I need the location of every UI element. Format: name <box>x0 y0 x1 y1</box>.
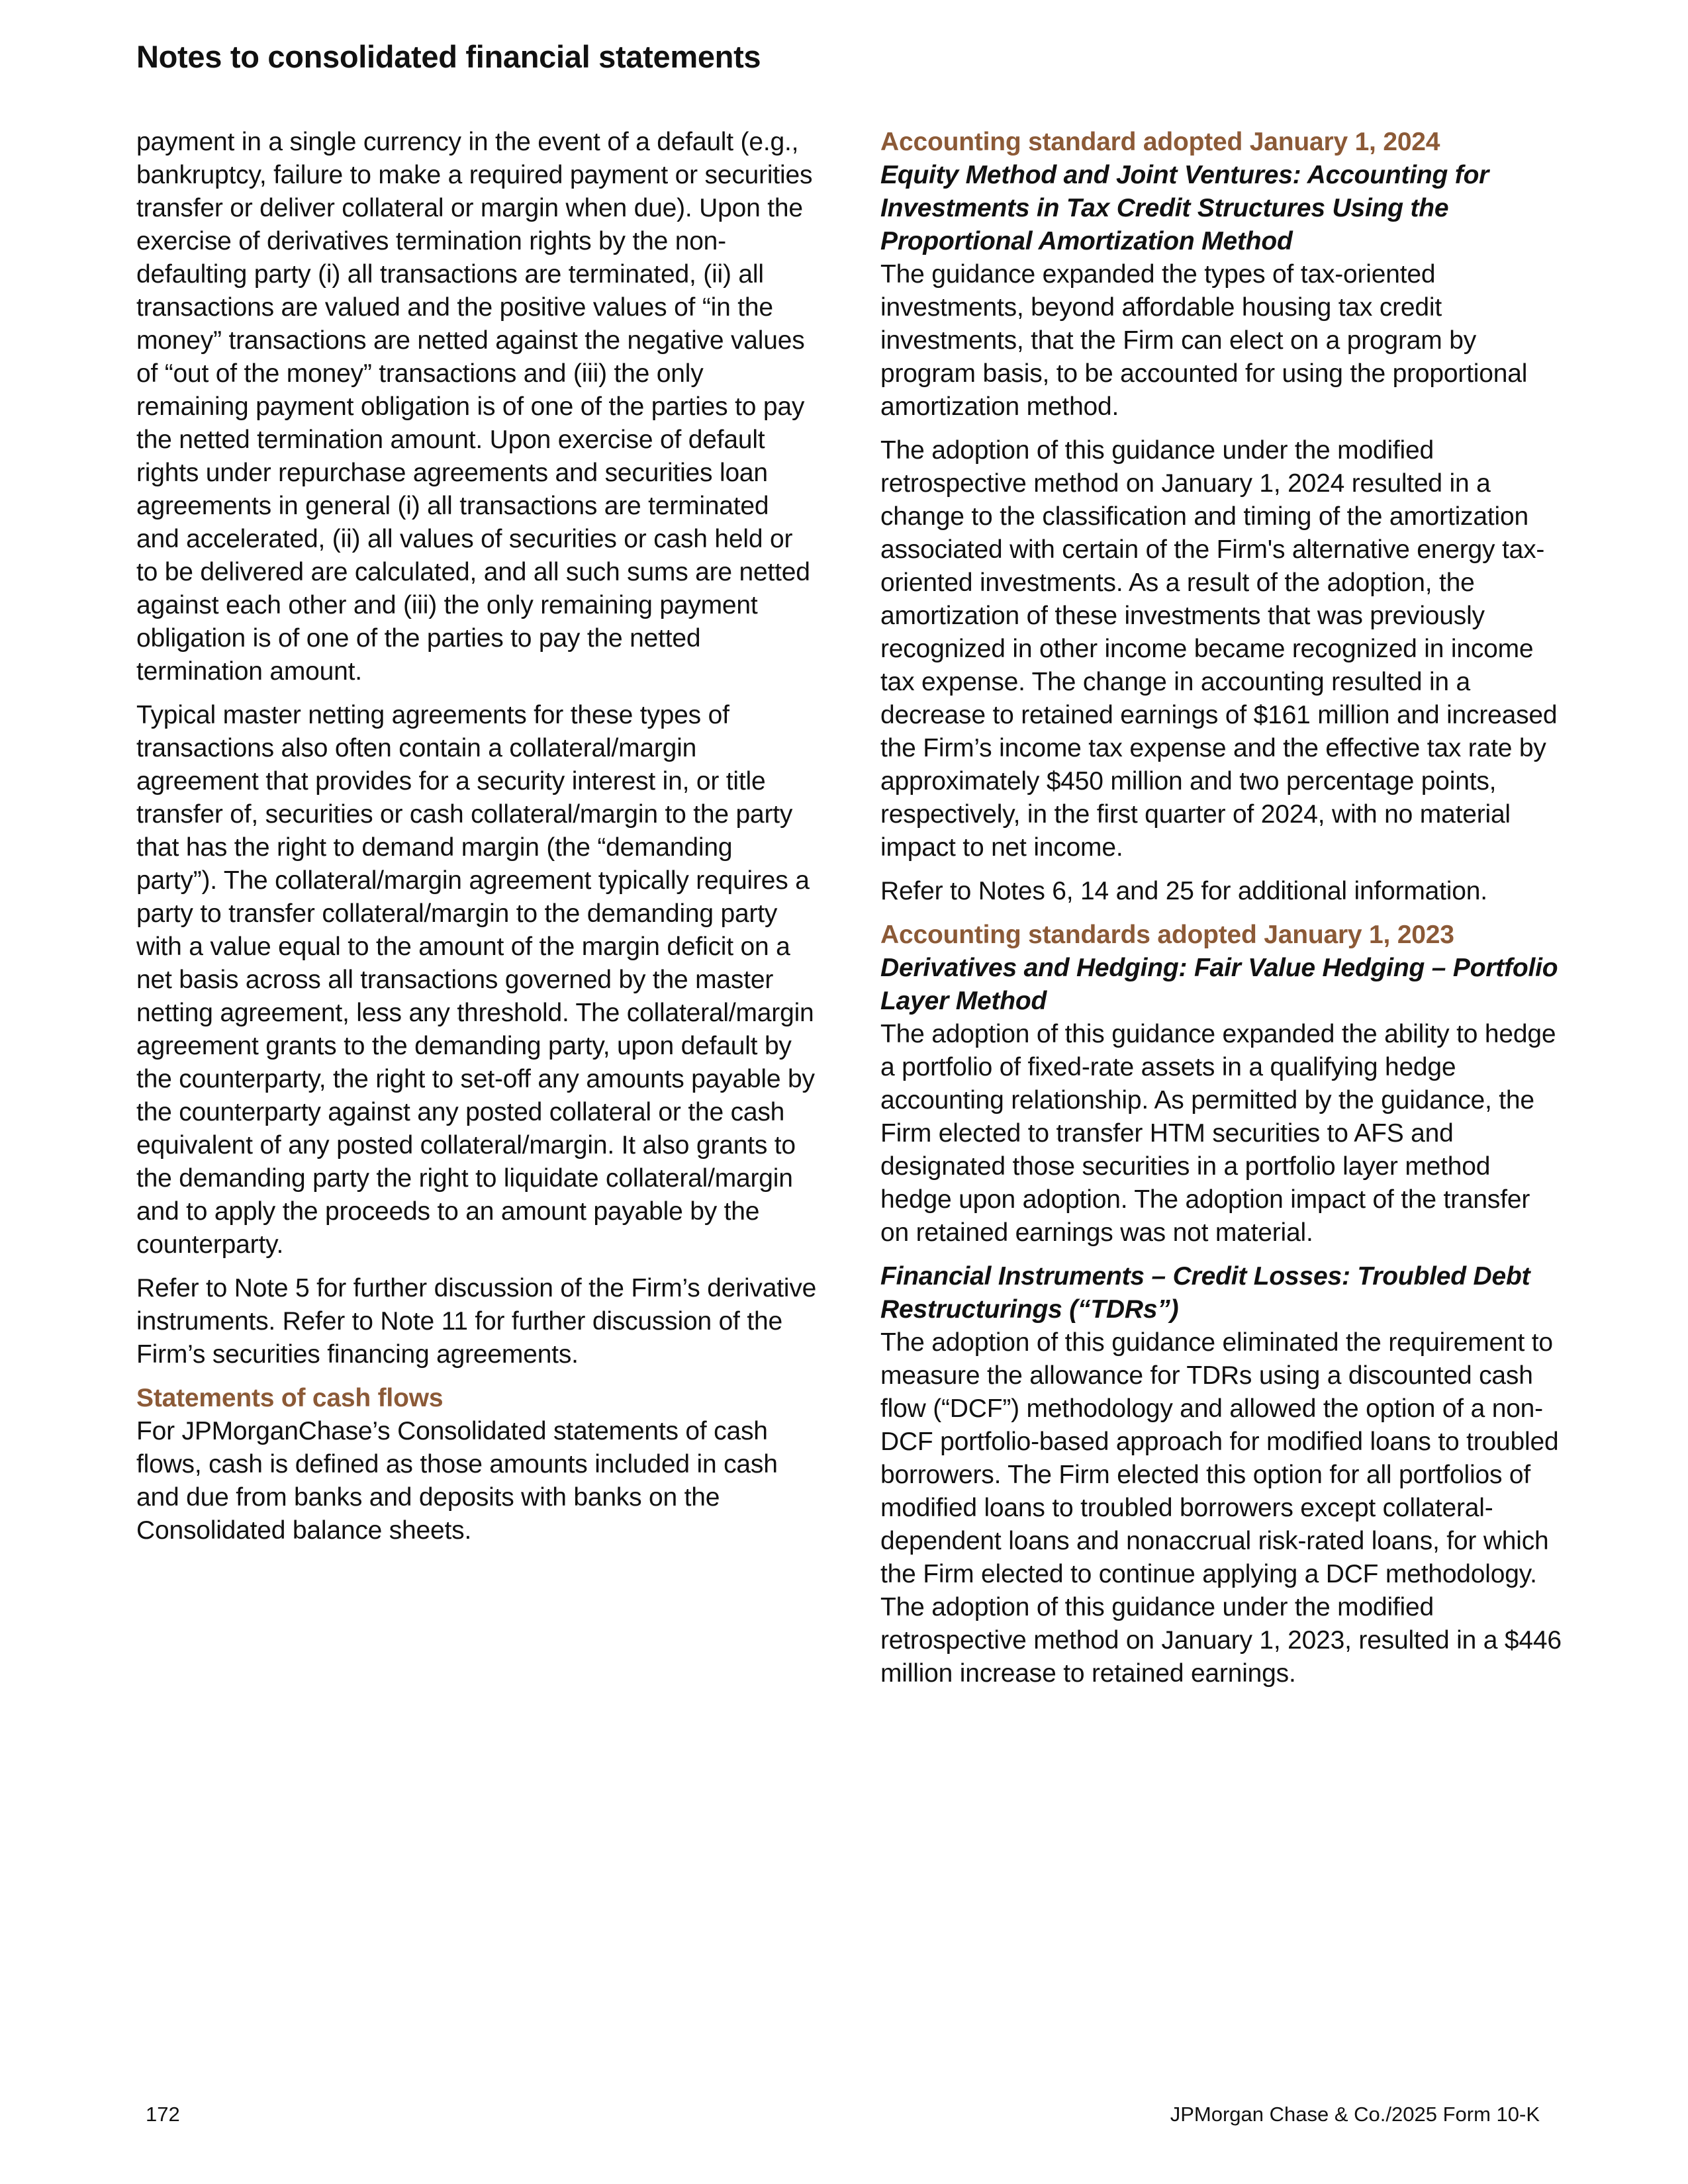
right-column <box>880 126 1562 1701</box>
hedging-paragraph: The adoption of this guidance expanded the ability to hedge a portfolio of fixed-rate assets in a qualifying hedge accounting relationship. As permitted by the guidance, the Firm elected to transfer HTM securities to AFS and designated those securities in a portfolio layer method hedge upon adoption. The adoption impact of the transfer on retained earnings was not material. <box>880 1020 1556 1247</box>
standard-2024-heading: Accounting standard adopted January 1, 2024 <box>880 128 1440 156</box>
tax-credit-paragraph-1: The guidance expanded the types of tax-oriented investments, beyond affordable housing tax credit investments, that the Firm can elect on a program by program basis, to be accounted for using the proportional amortization method. <box>880 260 1528 421</box>
page-number: 172 <box>146 2103 180 2126</box>
tdr-subheading: Financial Instruments – Credit Losses: Troubled Debt Restructurings (“TDRs”) <box>880 1262 1530 1324</box>
document-footer: JPMorgan Chase & Co./2025 Form 10-K <box>1170 2103 1540 2126</box>
cash-flows-heading: Statements of cash flows <box>136 1384 444 1412</box>
tax-credit-refer-paragraph: Refer to Notes 6, 14 and 25 for additional information. <box>880 877 1487 905</box>
cash-flows-paragraph: For JPMorganChase’s Consolidated statements of cash flows, cash is defined as those amounts included in cash and due from banks and deposits with banks on the Consolidated balance sheets. <box>136 1417 778 1545</box>
hedging-subheading: Derivatives and Hedging: Fair Value Hedging – Portfolio Layer Method <box>880 954 1558 1015</box>
netting-paragraph: payment in a single currency in the event of a default (e.g., bankruptcy, failure to make a required payment or securities transfer or deliver collateral or margin when due). Upon the exercise of derivatives termination rights by the non-defaulting party (i) all transactions are terminated, (ii) all transactions are valued and the positive values of “in the money” transactions are netted against the negative values of “out of the money” transactions and (iii) the only remaining payment obligation is of one of the parties to pay the netted termination amount. Upon exercise of default rights under repurchase agreements and securities loan agreements in general (i) all transactions are terminated and accelerated, (ii) all values of securities or cash held or to be delivered are calculated, and all such sums are netted against each other and (iii) the only remaining payment obligation is of one of the parties to pay the netted termination amount. <box>136 128 813 686</box>
refer-notes-paragraph: Refer to Note 5 for further discussion of the Firm’s derivative instruments. Refer to Note 11 for further discussion of the Firm’s securities financing agreements. <box>136 1274 817 1369</box>
tax-credit-paragraph-2: The adoption of this guidance under the modified retrospective method on January 1, 2024 resulted in a change to the classification and timing of the amortization associated with certain of the Firm's alternative energy tax-oriented investments. As a result of the adoption, the amortization of these investments that was previously recognized in other income became recognized in income tax expense. The change in accounting resulted in a decrease to retained earnings of $161 million and increased the Firm’s income tax expense and the effective tax rate by approximately $450 million and two percentage points, respectively, in the first quarter of 2024, with no material impact to net income. <box>880 436 1558 862</box>
left-column <box>136 126 818 1558</box>
standards-2023-heading: Accounting standards adopted January 1, 2023 <box>880 921 1454 949</box>
master-netting-paragraph: Typical master netting agreements for these types of transactions also often contain a collateral/margin agreement that provides for a security interest in, or title transfer of, securities or cash collateral/margin to the party that has the right to demand margin (the “demanding party”). The collateral/margin agreement typically requires a party to transfer collateral/margin to the demanding party with a value equal to the amount of the margin deficit on a net basis across all transactions governed by the master netting agreement, less any threshold. The collateral/margin agreement grants to the demanding party, upon default by the counterparty, the right to set-off any amounts payable by the counterparty against any posted collateral or the cash equivalent of any posted collateral/margin. It also grants to the demanding party the right to liquidate collateral/margin and to apply the proceeds to an amount payable by the counterparty. <box>136 701 815 1259</box>
tdr-paragraph: The adoption of this guidance eliminated the requirement to measure the allowance for TDRs using a discounted cash flow (“DCF”) methodology and allowed the option of a non-DCF portfolio-based approach for modified loans to troubled borrowers. The Firm elected this option for all portfolios of modified loans to troubled borrowers except collateral-dependent loans and nonaccrual risk-rated loans, for which the Firm elected to continue applying a DCF methodology. The adoption of this guidance under the modified retrospective method on January 1, 2023, resulted in a $446 million increase to retained earnings. <box>880 1328 1562 1688</box>
tax-credit-subheading: Equity Method and Joint Ventures: Accounting for Investments in Tax Credit Structures Using the Proportional Amortization Method <box>880 161 1489 255</box>
page-title: Notes to consolidated financial statements <box>136 39 761 74</box>
